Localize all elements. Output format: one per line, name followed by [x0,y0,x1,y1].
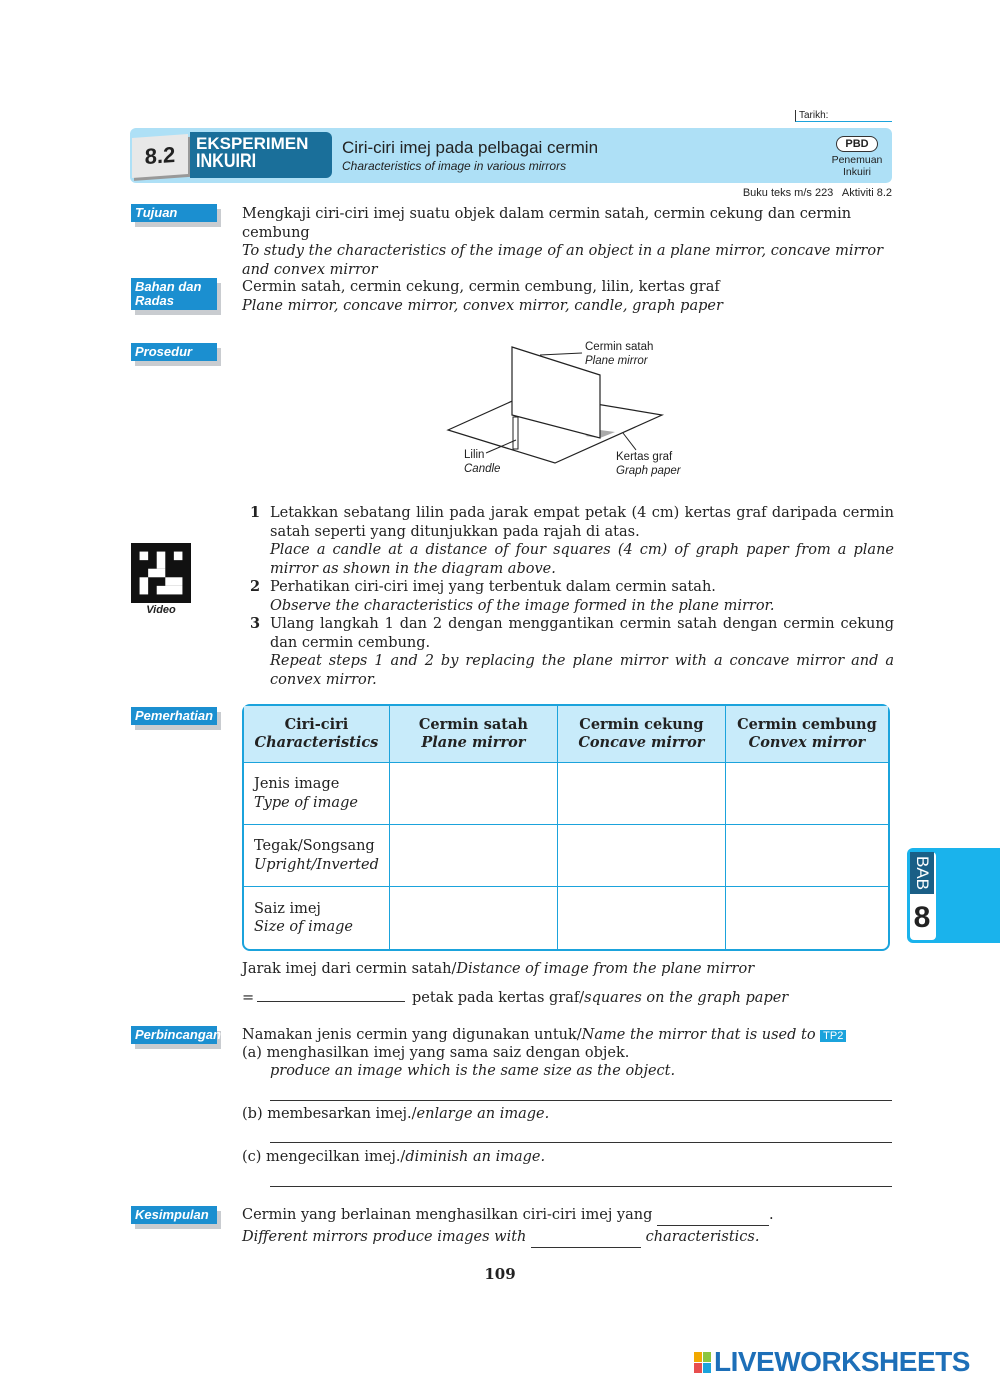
header-concave: Cermin cekung Concave mirror [558,706,726,763]
badge-sub-1: Penemuan [831,154,883,166]
conclusion-blank-en[interactable] [531,1228,641,1248]
kesimpulan-label: Kesimpulan [131,1206,217,1224]
type-line-2: INKUIRI [196,151,257,172]
type-line-1: EKSPERIMEN [196,134,309,153]
header-characteristics: Ciri-ciri Characteristics [244,706,390,763]
step-3: 3 Ulang langkah 1 dan 2 dengan menggantikan cermin satah dengan cermin cekung dan cermin cembung. Repeat steps 1 and 2 by replacing the plane mirror with a concave mirror and a convex mirror. [250,615,894,688]
conclusion-ms: Cermin yang berlainan menghasilkan ciri-ciri imej yang . [242,1206,774,1226]
answer-cell[interactable] [726,887,888,949]
candle-label: Lilin Candle [464,449,501,475]
brand-name: LIVEWORKSHEETS [714,1346,970,1377]
answer-cell[interactable] [390,825,558,887]
row-label: Saiz imej Size of image [244,887,390,949]
discussion-question: Namakan jenis cermin yang digunakan untuk/Name the mirror that is used to TP2 [242,1026,846,1046]
tujuan-ms: Mengkaji ciri-ciri imej suatu objek dalam cermin satah, cermin cekung dan cermin cembung [242,206,852,241]
answer-cell[interactable] [726,825,888,887]
liveworksheets-logo-icon [694,1352,712,1374]
distance-unit: petak pada kertas graf/squares on the graph paper [412,990,789,1006]
header-plane: Cermin satah Plane mirror [390,706,558,763]
question-c: (c) mengecilkan imej./diminish an image. [242,1149,546,1165]
table-row [244,887,888,949]
conclusion-blank-ms[interactable] [657,1206,769,1226]
graph-paper-label: Kertas graf Graph paper [616,451,681,477]
experiment-number: 8.2 [132,134,188,178]
procedure-steps [250,504,894,689]
perbincangan-label: Perbincangan [131,1026,217,1044]
mirror-label: Cermin satah Plane mirror [585,341,654,367]
tujuan-text [242,205,894,279]
chapter-number: 8 [913,901,931,934]
chapter-label: BAB [910,852,934,894]
badge-sub-2: Inkuiri [842,166,871,178]
observation-table [242,704,890,951]
pemerhatian-label: Pemerhatian [131,707,217,725]
answer-cell[interactable] [390,763,558,825]
header-convex: Cermin cembung Convex mirror [726,706,888,763]
question-a: (a) menghasilkan imej yang sama saiz dengan objek. [242,1045,630,1061]
video-qr-icon[interactable] [131,543,191,603]
step-1: 1 Letakkan sebatang lilin pada jarak empat petak (4 cm) kertas graf daripada cermin satah seperti yang ditunjukkan pada rajah di atas. Place a candle at a distance of four squares (4 cm) of graph paper from a plane mirror as shown in the diagram above. [250,504,894,577]
distance-answer: = [242,990,255,1006]
tp2-badge: TP2 [820,1030,846,1042]
answer-line-b[interactable] [270,1142,892,1143]
page-number: 109 [484,1265,516,1283]
experiment-type [190,132,332,178]
textbook-reference: Buku teks m/s 223 Aktiviti 8.2 [742,187,892,199]
experiment-subtitle: Characteristics of image in various mirrors [342,159,567,173]
table-row [244,763,888,825]
question-b: (b) membesarkan imej./enlarge an image. [242,1106,550,1122]
answer-line-a[interactable] [270,1100,892,1101]
candle [513,417,518,449]
table-header-row [244,706,888,763]
answer-line-c[interactable] [270,1186,892,1187]
bahan-en: Plane mirror, concave mirror, convex mirror, candle, graph paper [242,297,723,314]
tujuan-label: Tujuan [131,204,217,222]
answer-cell[interactable] [558,887,726,949]
row-label: Tegak/Songsang Upright/Inverted [244,825,390,887]
step-2: 2 Perhatikan ciri-ciri imej yang terbentuk dalam cermin satah. Observe the characteristics of the image formed in the plane mirror. [250,578,775,614]
answer-cell[interactable] [558,825,726,887]
distance-answer-blank[interactable] [257,1001,405,1002]
prosedur-label: Prosedur [131,343,217,361]
answer-cell[interactable] [390,887,558,949]
conclusion-en: Different mirrors produce images with characteristics. [242,1228,759,1248]
experiment-title: Ciri-ciri imej pada pelbagai cermin [342,138,599,157]
video-label: Video [146,604,176,616]
answer-cell[interactable] [558,763,726,825]
table-row [244,825,888,887]
row-label: Jenis image Type of image [244,763,390,825]
distance-question: Jarak imej dari cermin satah/Distance of image from the plane mirror [242,961,755,977]
date-field: Tarikh: [795,110,892,122]
bahan-label: Bahan dan Radas [131,278,217,310]
tujuan-en: To study the characteristics of the image of an object in a plane mirror, concave mirror and convex mirror [242,243,884,278]
answer-cell[interactable] [726,763,888,825]
bahan-text [242,278,894,315]
pbd-badge: PBD [836,136,878,152]
question-a-en: produce an image which is the same size as the object. [270,1063,676,1079]
bahan-ms: Cermin satah, cermin cekung, cermin cembung, lilin, kertas graf [242,279,720,295]
